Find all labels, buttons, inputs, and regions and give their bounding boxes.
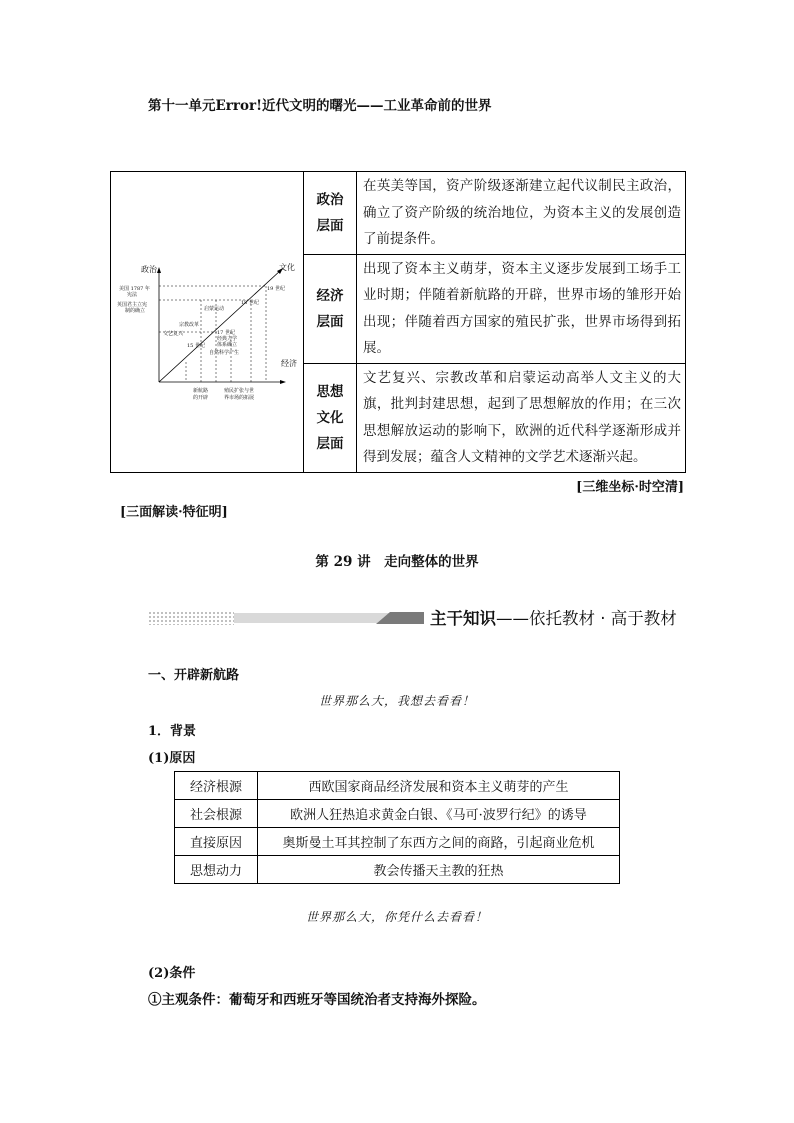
figure-label: 18 世纪	[241, 300, 259, 306]
cause-key: 思想动力	[175, 856, 258, 884]
banner-title: 主干知识——依托教材 · 高于教材	[430, 609, 677, 628]
figure-label: 宗教改革	[179, 322, 200, 328]
handwritten-note: 世界那么大，我想去看看！	[318, 694, 475, 708]
axis-left-label: 政治	[141, 265, 157, 274]
subheading-background: 1．背景	[148, 724, 197, 739]
cause-key: 直接原因	[175, 828, 258, 856]
axis-right-label: 文化	[279, 263, 295, 272]
cause-value: 教会传播天主教的狂热	[258, 856, 620, 884]
figure-label: 新航路	[193, 388, 209, 394]
figure-label: 15 世纪	[187, 343, 205, 349]
figure-label: 宪法	[127, 292, 138, 298]
figure-label: 英国君主立宪	[117, 302, 148, 308]
overview-table	[110, 171, 686, 473]
figure-label: 殖民扩张与世	[224, 388, 255, 394]
lecture-title: 第 29 讲 走向整体的世界	[315, 554, 479, 570]
figure-label: 19 世纪	[267, 286, 285, 292]
handwritten-note: 世界那么大，你凭什么去看看！	[305, 910, 488, 924]
coordinate-diagram	[111, 172, 303, 472]
row-label-politics: 政治 层面	[304, 172, 357, 255]
row-label-economy: 经济 层面	[304, 254, 357, 363]
caption-interpretation: [三面解读·特征明]	[120, 505, 228, 520]
table-row	[175, 828, 620, 856]
figure-label: 经典力学	[217, 336, 238, 342]
figure-label: 文艺复兴	[163, 331, 184, 337]
axis-bottom-label: 经济	[281, 359, 297, 368]
condition-paragraph: ①主观条件：葡萄牙和西班牙等国统治者支持海外探险。	[148, 992, 486, 1008]
cause-key: 经济根源	[175, 772, 258, 800]
row-text-politics: 在英美等国，资产阶级逐渐建立起代议制民主政治，确立了资产阶级的统治地位，为资本主义的发展创造了前提条件。	[357, 172, 686, 255]
figure-label: 启蒙运动	[204, 306, 225, 312]
row-text-economy: 出现了资本主义萌芽，资本主义逐步发展到工场手工业时期；伴随着新航路的开辟，世界市场的雏形开始出现；伴随着西方国家的殖民扩张，世界市场得到拓展。	[357, 254, 686, 363]
figure-label: 体系确立	[217, 342, 238, 348]
section-banner	[148, 603, 677, 633]
cause-value: 西欧国家商品经济发展和资本主义萌芽的产生	[258, 772, 620, 800]
figure-label: 的开辟	[193, 395, 209, 401]
figure-label: 自然科学产生	[209, 350, 240, 356]
table-row	[175, 800, 620, 828]
figure-label: 界市场的拓展	[224, 395, 255, 401]
row-label-culture: 思想 文化 层面	[304, 363, 357, 472]
table-row	[175, 772, 620, 800]
figure-label: 美国 1787 年	[119, 286, 150, 292]
table-row	[175, 856, 620, 884]
caption-coordinates: [三维坐标·时空清]	[576, 480, 684, 495]
cause-value: 奥斯曼土耳其控制了东西方之间的商路，引起商业危机	[258, 828, 620, 856]
subheading-causes: (1)原因	[148, 751, 196, 766]
banner-dot-pattern	[148, 611, 234, 625]
causes-table	[174, 771, 620, 884]
row-text-culture: 文艺复兴、宗教改革和启蒙运动高举人文主义的大旗，批判封建思想，起到了思想解放的作用；在三次思想解放运动的影响下，欧洲的近代科学逐渐形成并得到发展；蕴含人文精神的文学艺术逐渐兴起。	[357, 363, 686, 472]
cause-key: 社会根源	[175, 800, 258, 828]
figure-label: 17 世纪	[217, 330, 235, 336]
figure-label: 制的确立	[125, 308, 146, 314]
section-heading: 一、开辟新航路	[148, 668, 240, 683]
unit-title: 第十一单元Error!近代文明的曙光——工业革命前的世界	[148, 98, 492, 114]
cause-value: 欧洲人狂热追求黄金白银、《马可·波罗行纪》的诱导	[258, 800, 620, 828]
coordinate-figure	[111, 172, 304, 473]
subheading-conditions: (2)条件	[148, 966, 196, 981]
